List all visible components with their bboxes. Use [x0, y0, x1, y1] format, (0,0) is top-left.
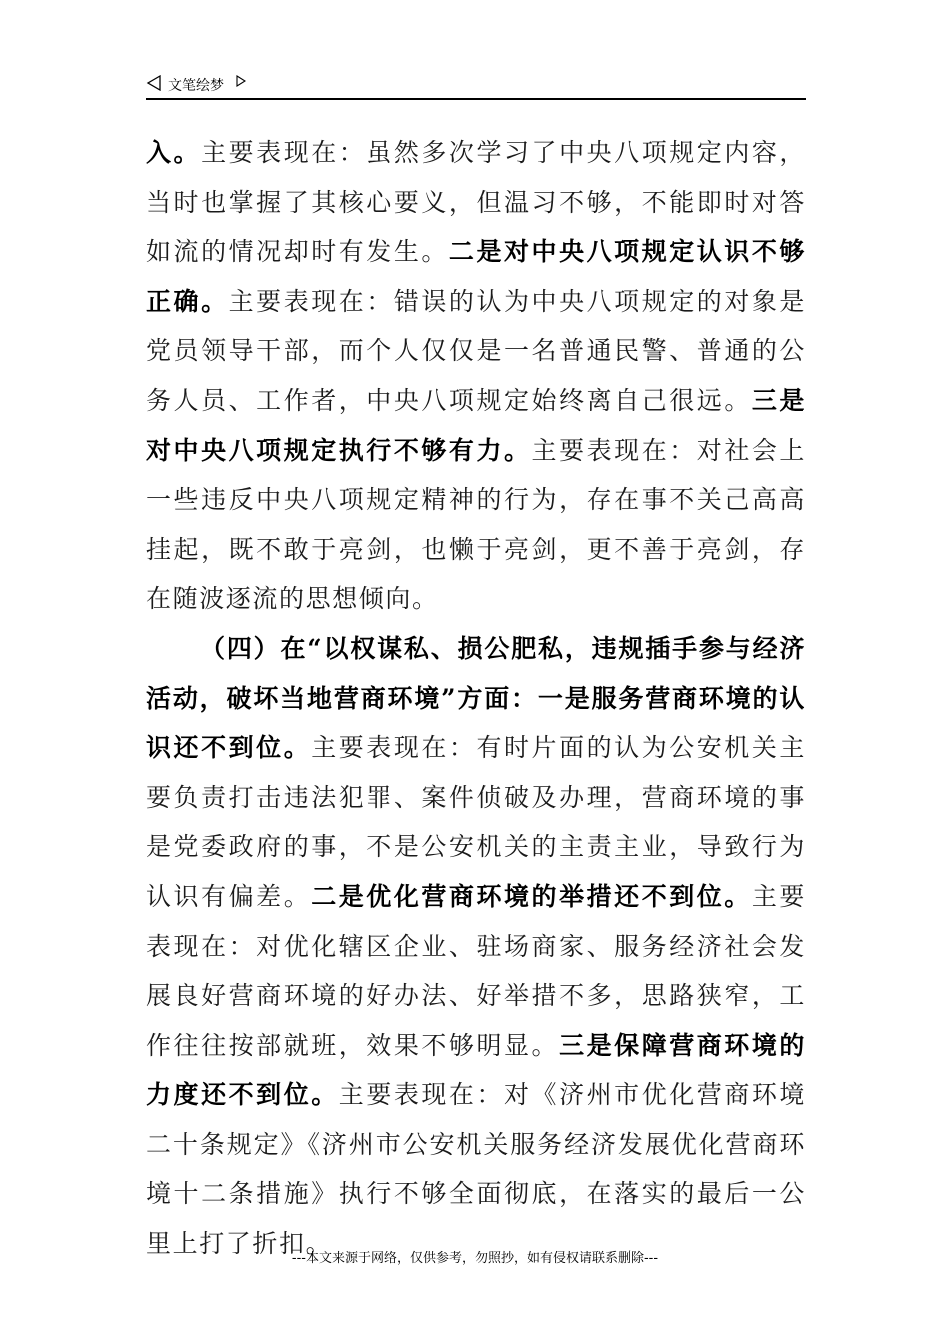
- text-run: 主要表现在：错误的认为中央八项规定的对象是党员领导干部，而个人仅仅是一名普通民警、普通的公务人员、工作者，中央八项规定始终离自己很远。: [146, 286, 806, 415]
- paragraph-item-3-continued: [146, 128, 806, 624]
- text-run: 主要表现在：虽然多次学习了中央八项规定内容，当时也掌握了其核心要义，但温习不够，不能即时对答如流的情况却时有发生。: [146, 138, 806, 267]
- text-run: 主要表现在：对社会上一些违反中央八项规定精神的行为，存在事不关己高高挂起，既不敢于亮剑，也懒于亮剑，更不善于亮剑，存在随波逐流的思想倾向。: [146, 435, 806, 614]
- page-header: [146, 72, 806, 100]
- triangle-left-outline-icon: [146, 75, 162, 91]
- document-body: [146, 128, 806, 1269]
- header-brand: 文笔绘梦: [168, 78, 224, 94]
- text-run: 主要表现在：有时片面的认为公安机关主要负责打击违法犯罪、案件侦破及办理，营商环境的事是党委政府的事，不是公安机关的主责主业，导致行为认识有偏差。: [146, 733, 806, 911]
- text-run: 三是对中央八项规定执行不够有力。: [146, 385, 806, 465]
- text-run: 主要表现在：对优化辖区企业、驻场商家、服务经济社会发展良好营商环境的好办法、好举措不多，思路狭窄，工作往往按部就班，效果不够明显。: [146, 881, 806, 1060]
- paragraph-item-4: [146, 624, 806, 1269]
- footer-notice: ---本文来源于网络，仅供参考，勿照抄，如有侵权请联系删除---: [291, 1251, 659, 1266]
- text-run: 二是对中央八项规定认识不够正确。: [146, 237, 806, 316]
- text-run: 二是优化营商环境的举措还不到位。: [311, 881, 752, 911]
- text-run: （四）在“以权谋私、损公肥私，违规插手参与经济活动，破坏当地营商环境”方面：一是服务营商环境的认识还不到位。: [146, 633, 806, 763]
- triangle-right-outline-icon: [236, 75, 246, 87]
- text-run: 主要表现在：对《济州市优化营商环境二十条规定》《济州市公安机关服务经济发展优化营商环境十二条措施》执行不够全面彻底，在落实的最后一公里上打了折扣。: [146, 1080, 807, 1259]
- text-run: 三是保障营商环境的力度还不到位。: [146, 1030, 806, 1110]
- text-run: 入。: [146, 138, 202, 167]
